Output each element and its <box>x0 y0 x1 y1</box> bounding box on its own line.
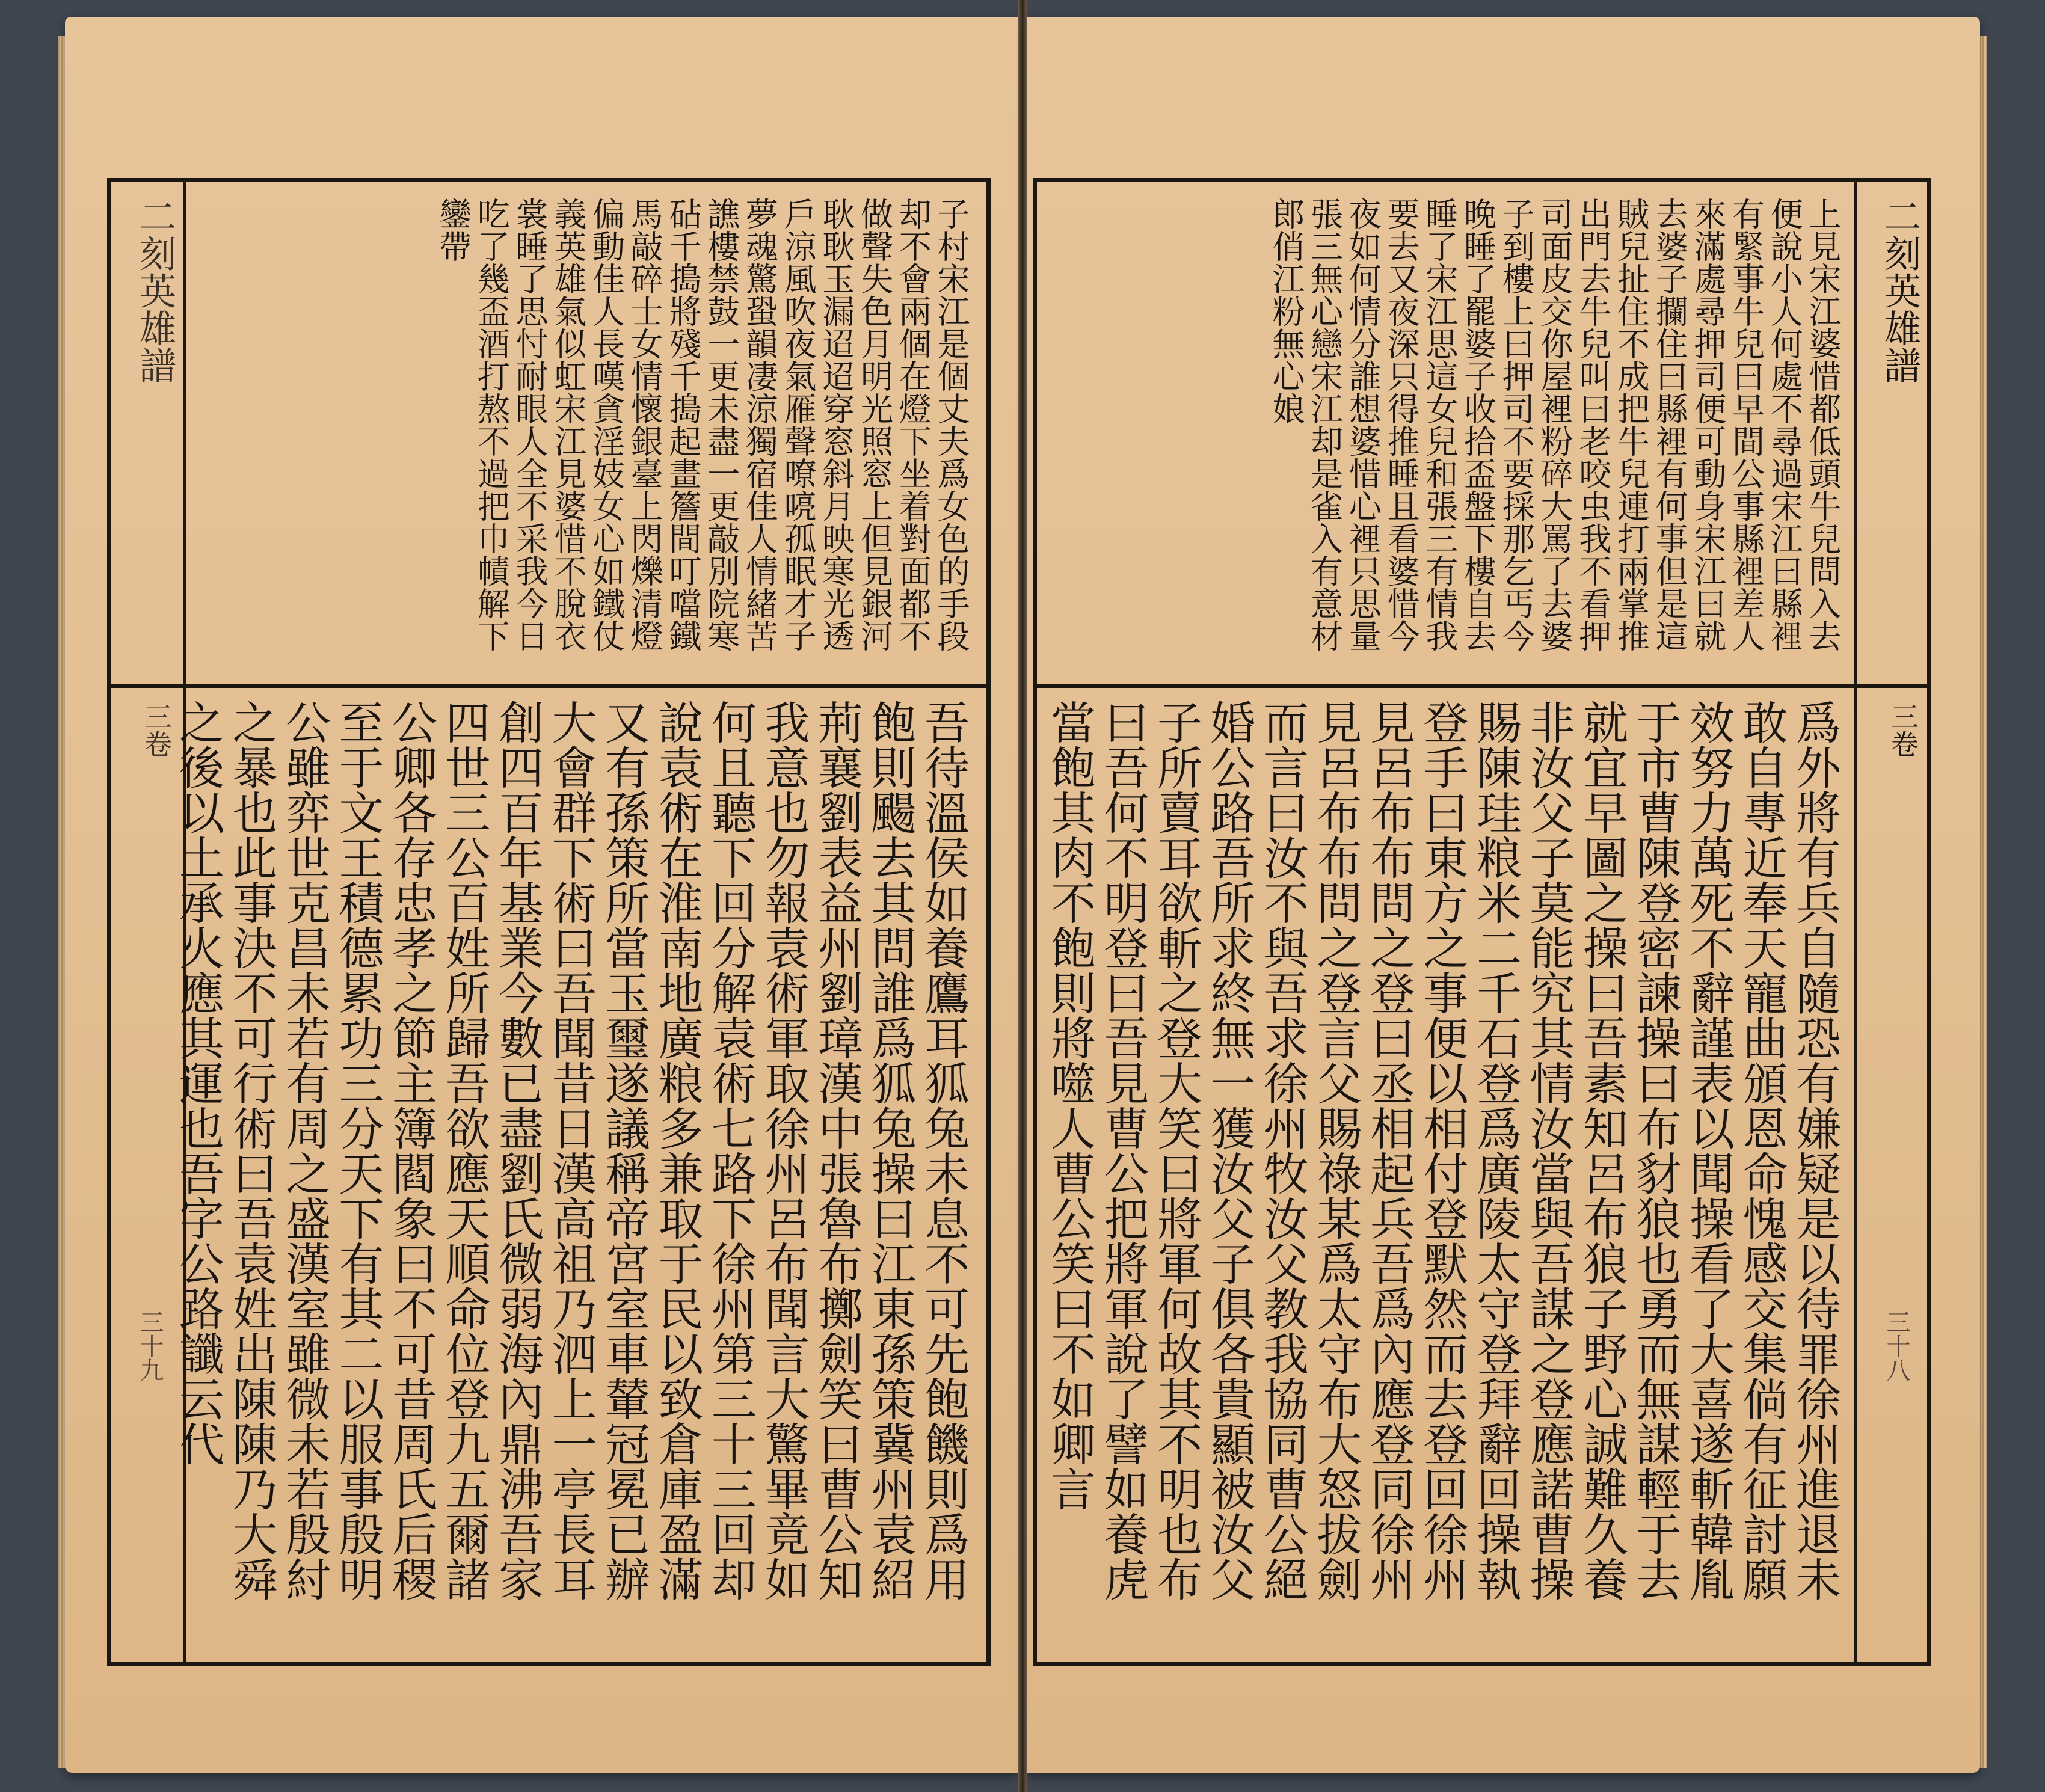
right-page-divider <box>1033 684 1929 688</box>
left-page-number: 三十九 <box>136 1310 164 1382</box>
right-page <box>1027 17 1980 1773</box>
right-page-upper-text: 上見宋江婆惜都低頭牛兒問入去便說小人何處不尋過宋江曰縣裡有緊事牛兒曰早間公事縣裡差人來滿處尋押司便可動身宋江曰就去婆子攔住曰縣裡有何事但是這賊兒扯住不成把牛兒連打兩掌推出門去牛兒叫曰老咬虫我不看押司面皮交你屋裡粉碎大罵了去婆子到樓上曰押司不要採那乞丐今晚睡了罷婆子收拾盃盤下樓自去睡了宋江思這女兒和張三有情我要去又夜深只得推睡且看婆惜今夜如何情分誰想婆惜心裡只思量張三無心戀宋江却是雀入有意材郎俏江粉無心娘 <box>1267 197 1842 652</box>
book-gutter <box>1018 0 1027 1792</box>
left-page-upper-text: 子村宋江是個丈夫爲女色的手段却不會兩個在燈下坐着對面都不做聲失色月明光照窓上但見銀河耿耿玉漏迢迢穿窓斜月映寒光透戶涼風吹夜氣雁聲嘹喨孤眠才子夢魂驚蛩韻凄涼獨宿佳人情緒苦譙樓禁鼓一更未盡一更敲別院寒砧千搗將殘千搗起畫簷間叮噹鐵馬敲碎士女情懷銀臺上閃爍清燈偏動佳人長嘆貪淫妓女心如鐵仗義英雄氣似虹宋江見婆惜不脫衣裳睡了思忖耐眼人全不采我今日吃了幾盃酒打熬不過把巾幘解下鑾帶 <box>434 197 970 652</box>
left-page-divider <box>107 684 988 688</box>
left-page <box>65 17 1018 1773</box>
left-page-lower-text: 吾待溫侯如養鷹耳狐兔未息不可先飽饑則爲用飽則颺去其問誰爲狐兔操曰江東孫策冀州袁紹荊襄劉表益州劉璋漢中張魯布擲劍笑曰曹公知我意也勿報袁術軍取徐州呂布聞言大驚畢竟如何且聽下回分解袁術七路下徐州第三十三回却說袁術在淮南地廣粮多兼取于民以致倉庫盈滿又有孫策所當玉璽遂議稱帝宮室車輦冠冕已辦大會群下術曰吾聞昔日漢高祖乃泗上一亭長耳創四百年基業今數已盡劉氏微弱海內鼎沸吾家四世三公百姓所歸吾欲應天順命位登九五爾諸公卿各存忠孝之節主簿閻象曰不可昔周氏后稷至于文王積德累功三分天下有其二以服事殷明公雖弈世克昌未若有周之盛漢室雖微未若殷紂之暴也此事決不可行術曰吾袁姓出陳陳乃大舜之後以土承火應其運也吾字公路讖云代 <box>172 699 970 1601</box>
right-page-lower-text: 爲外將有兵自隨恐有嫌疑是以待罪徐州進退未敢自專近奉天寵曲頒恩命愧感交集倘有征討願效努力萬死不辭謹表以聞操看了大喜遂斬韓胤于市曹陳登密諫操曰布豺狼也勇而無謀輕于去就宜早圖之操曰吾素知呂布狼子野心誠難久養非汝父子莫能究其情汝當與吾謀之登應諾曹操賜陳珪粮米二千石登爲廣陵太守登拜辭回操執登手曰東方之事便以相付登默然而去登回徐州見呂布布問之登曰丞相起兵吾爲內應登同徐州見呂布布問之登言父賜祿某爲太守布大怒拔劍而言曰汝不與吾求徐州牧汝父教我協同曹公絕婚公路吾所求終無一獲汝父子俱各貴顯被汝父子所賣耳欲斬之登大笑曰將軍何故其不明也布曰吾何不明登曰吾見曹公把將軍說了譬如養虎當飽其肉不飽則將噬人曹公笑曰不如卿言 <box>1044 699 1842 1601</box>
right-page-number: 三十八 <box>1883 1310 1910 1382</box>
right-page-spine-title: 二刻英雄譜 <box>1878 197 1922 384</box>
right-page-fold-line <box>1854 178 1857 1662</box>
left-page-fold-label: 三卷 <box>140 702 173 758</box>
left-page-spine-title: 二刻英雄譜 <box>133 197 177 384</box>
right-page-fold-label: 三卷 <box>1887 702 1919 758</box>
